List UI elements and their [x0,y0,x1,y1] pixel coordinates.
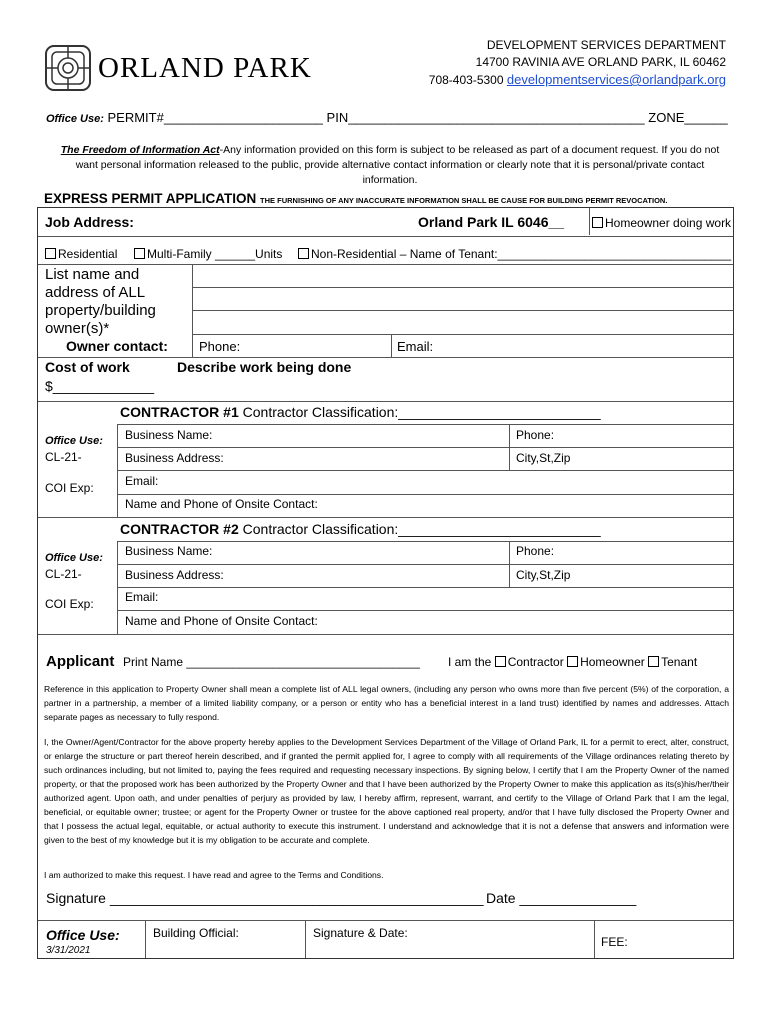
contractor1-coi[interactable]: COI Exp: [45,481,94,495]
owner-contact-label: Owner contact: [66,338,168,354]
checkbox-icon [592,217,603,228]
foia-title: The Freedom of Information Act [60,144,220,156]
i-am-the-group: I am the Contractor Homeowner Tenant [448,655,698,669]
dept-email-link[interactable]: developmentservices@orlandpark.org [506,72,726,87]
contractor2-coi[interactable]: COI Exp: [45,597,94,611]
office-use-top [46,110,728,125]
dept-name: DEVELOPMENT SERVICES DEPARTMENT [486,38,726,52]
contractor2-business-address[interactable]: Business Address: [125,568,224,582]
logo-text: ORLAND PARK [98,52,312,84]
contractor1-cl[interactable]: CL-21- [45,450,82,464]
signature-field[interactable]: Signature ________________________________________________ [46,890,484,906]
signature-date-field[interactable]: Signature & Date: [313,926,408,940]
job-address-label: Job Address: [45,214,134,230]
contractor2-email[interactable]: Email: [125,590,159,604]
permit-field[interactable]: PERMIT#______________________ [107,110,323,125]
revocation-warning: THE FURNISHING OF ANY INACCURATE INFORMATION SHALL BE CAUSE FOR BUILDING PERMIT REVOCATION. [260,196,668,205]
multi-family-checkbox[interactable]: Multi-Family ______Units [134,247,282,261]
cost-field[interactable]: $_____________ [45,378,155,394]
contractor2-office-use: Office Use: [45,552,103,564]
zone-field[interactable]: ZONE______ [648,110,728,125]
contractor1-business-name[interactable]: Business Name: [125,428,213,442]
checkbox-icon [495,656,506,667]
contractor1-city[interactable]: City,St,Zip [516,451,571,465]
owner-phone-field[interactable]: Phone: [199,339,241,354]
contractor1-business-address[interactable]: Business Address: [125,451,224,465]
dept-address: 14700 RAVINIA AVE ORLAND PARK, IL 60462 [475,55,726,69]
office-use-bottom-label: Office Use: [46,927,120,943]
orland-park-logo-icon [44,44,92,92]
contractor-checkbox[interactable]: Contractor [495,655,564,669]
residential-checkbox[interactable]: Residential [45,247,117,261]
contractor2-business-name[interactable]: Business Name: [125,544,213,558]
authorization-paragraph: I, the Owner/Agent/Contractor for the above property hereby applies to the Development Services Department of the Village of Orland Park, IL for a permit to erect, alter, construct, or enlarge the structure or part thereof herein described, and if granted the permit applied for, I agree to comply with all requirements of the Village ordinances relating thereto by such ordinances including, but not limited to, paying the fees required and requesting necessary inspections. By signing below, I certify that I am the Property Owner of the named property, or that the proposed work has been authorized by the Property Owner and that I have been authorized by the Property Owner to make this application as its(s)his/her/their authorized agent. Upon oath, and under penalties of perjury as provided by law, I hereby affirm, represent, warrant, and certify to the Village of Orland Park that I am the legal, beneficial, or equitable owner; trustee; or agent for the Property Owner or trustee for the above captioned real property, and/or that I have fully disclosed the Property Owner and that I possess the actual legal, equitable, or actual authority to execute this instrument. I understand and acknowledge that it is not a defense that answers and information were given to the best of my knowledge but it is my obligation to be accurate and complete. [44,737,729,845]
office-use-label: Office Use: [46,113,104,125]
checkbox-icon [134,248,145,259]
foia-text: -Any information provided on this form is subject to be released as part of a document request. If you do not want personal information released to the public, provide alternative contact information or clearly note that it is personal/private contact information. [75,144,720,186]
homeowner-applicant-checkbox[interactable]: Homeowner [567,655,645,669]
owner-reference-paragraph: Reference in this application to Property Owner shall mean a complete list of ALL legal owners, (including any person who owns more than five percent (5%) of the corporation, a partner in a partnership, a member of a limited liability company, or a person or entity who has a beneficial interest in a land trust) identified by names and addresses. Attach separate pages as necessary to fully respond. [44,684,729,722]
contractor2-cl[interactable]: CL-21- [45,567,82,581]
tenant-checkbox[interactable]: Tenant [648,655,697,669]
homeowner-checkbox[interactable]: Homeowner doing work [592,216,731,230]
foia-notice [50,143,730,188]
checkbox-icon [45,248,56,259]
terms-paragraph: I am authorized to make this request. I have read and agree to the Terms and Conditions. [44,870,384,880]
contractor2-heading: CONTRACTOR #2 Contractor Classification:__________________________ [120,521,601,537]
print-name-field[interactable]: Print Name ___________________________________ [123,655,420,669]
contractor1-office-use: Office Use: [45,435,103,447]
checkbox-icon [567,656,578,667]
contractor1-email[interactable]: Email: [125,474,159,488]
dept-phone: 708-403-5300 [428,73,504,87]
owner-email-field[interactable]: Email: [397,339,434,354]
contractor2-phone[interactable]: Phone: [516,544,555,558]
contractor1-phone[interactable]: Phone: [516,428,555,442]
date-field[interactable]: Date _______________ [486,890,637,906]
contractor2-onsite[interactable]: Name and Phone of Onsite Contact: [125,614,318,628]
job-city[interactable]: Orland Park IL 6046__ [418,214,565,230]
contractor1-onsite[interactable]: Name and Phone of Onsite Contact: [125,497,318,511]
applicant-label: Applicant [46,653,115,670]
form-revision-date: 3/31/2021 [46,945,91,956]
pin-field[interactable]: PIN_________________________________________ [326,110,645,125]
contractor1-heading: CONTRACTOR #1 Contractor Classification:__________________________ [120,404,601,420]
building-official-field[interactable]: Building Official: [153,926,239,940]
dept-contact [429,72,726,87]
cost-of-work-label: Cost of work [45,359,130,375]
checkbox-icon [298,248,309,259]
non-residential-checkbox[interactable]: Non-Residential – Name of Tenant:___________________________________ [298,247,731,261]
checkbox-icon [648,656,659,667]
fee-field[interactable]: FEE: [601,935,628,949]
owner-list-label: List name and address of ALL property/building owner(s)* [45,266,156,337]
contractor2-city[interactable]: City,St,Zip [516,568,571,582]
describe-work-label: Describe work being done [177,359,352,375]
express-title: EXPRESS PERMIT APPLICATION [44,191,257,206]
form-title [44,191,667,206]
